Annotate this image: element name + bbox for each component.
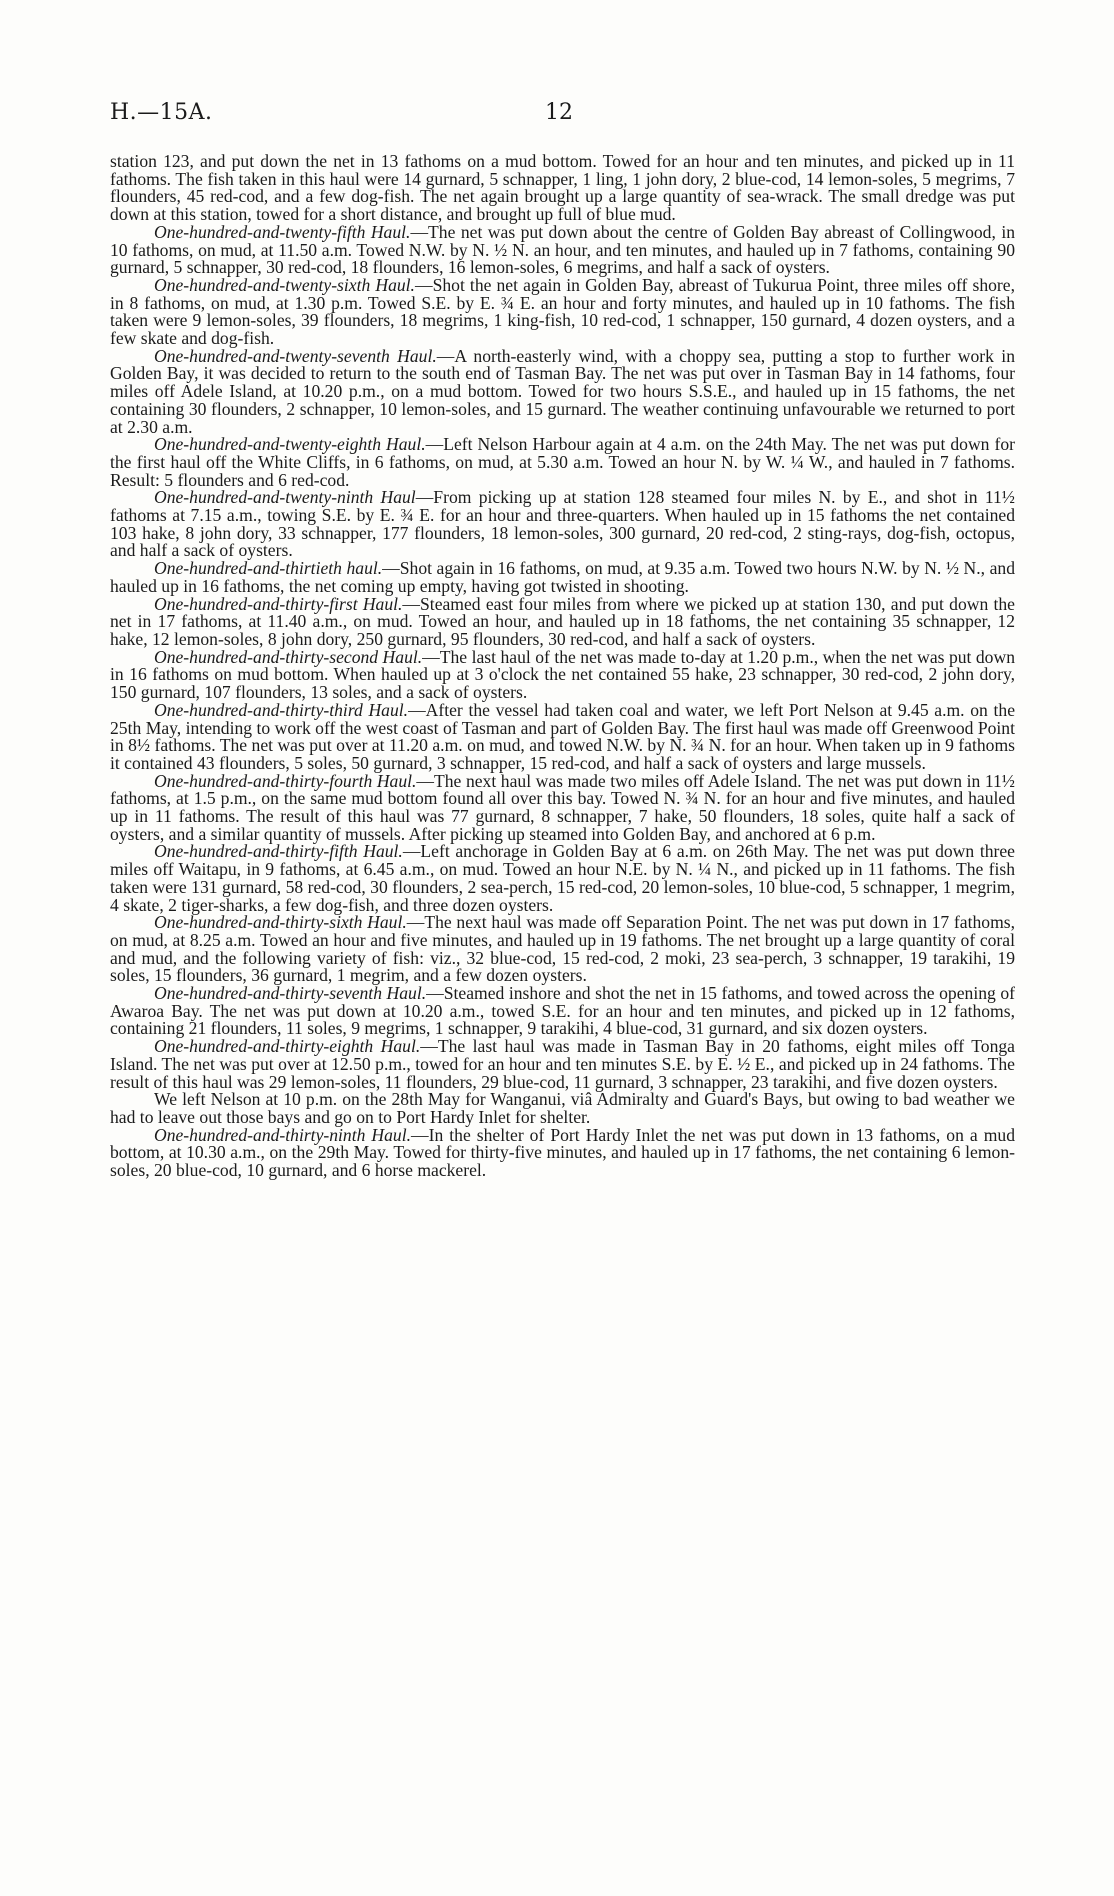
haul-title: One-hundred-and-twenty-sixth Haul. [154,274,415,295]
paragraph-text: station 123, and put down the net in 13 fathoms on a mud bottom. Towed for an hour and ten minutes, and picked up in 11 fathoms. The fish taken in this haul were 14 gurnard, 5 schnapper, 1 ling, 1 john dory, 2 blue-cod, 14 lemon-soles, 5 megrims, 7 flounders, 45 red-cod, and a few dog-fish. The net again brought up a large quantity of sea-wrack. The small dredge was put down at this station, towed for a short distance, and brought up full of blue mud. [110,151,1015,225]
document-code: H.—15A. [110,100,213,125]
paragraph-haul-127 [110,345,1015,437]
paragraph-text: —A north-easterly wind, with a choppy sea, putting a stop to further work in Golden Bay, it was decided to return to the south end of Tasman Bay. The net was put over in Tasman Bay in 14 fathoms, four miles off Adele Island, at 10.20 p.m., on a mud bottom. Towed for two hours S.S.E., and hauled up in 15 fathoms, the net containing 30 flounders, 2 schnapper, 10 lemon-soles, and 15 gurnard. The weather continuing unfavourable we returned to port at 2.30 a.m. [110,345,1015,437]
paragraph-continuation [110,153,1015,224]
body-text [110,153,1015,1180]
paragraph-text: —After the vessel had taken coal and water, we left Port Nelson at 9.45 a.m. on the 25th May, intending to work off the west coast of Tasman and part of Golden Bay. The first haul was made off Greenwood Point in 8½ fathoms. The net was put over at 11.20 a.m. on mud, and towed N.W. by N. ¾ N. for an hour. When taken up in 9 fathoms it contained 43 flounders, 5 soles, 50 gurnard, 3 schnapper, 15 red-cod, and half a sack of oysters and large mussels. [110,699,1016,773]
paragraph-haul-139 [110,1124,1015,1181]
paragraph-text: —The next haul was made off Separation Point. The net was put down in 17 fathoms, on mud, at 8.25 a.m. Towed an hour and five minutes, and hauled up in 19 fathoms. The net brought up a large quantity of coral and mud, and the following variety of fish: viz., 32 blue-cod, 15 red-cod, 2 moki, 23 sea-perch, 3 schnapper, 19 tarakihi, 19 soles, 15 flounders, 36 gurnard, 1 megrim, and a few dozen oysters. [110,912,1015,986]
haul-title: One-hundred-and-thirty-fifth Haul. [154,841,403,862]
paragraph-haul-132 [110,646,1015,703]
haul-title: One-hundred-and-thirty-seventh Haul. [154,983,427,1004]
haul-title: One-hundred-and-thirty-ninth Haul. [154,1124,412,1145]
paragraph-haul-125 [110,221,1015,278]
paragraph-haul-129 [110,489,1015,560]
paragraph-text: —The net was put down about the centre of Golden Bay abreast of Collingwood, in 10 fathoms, on mud, at 11.50 a.m. Towed N.W. by N. ½ N. an hour, and ten minutes, and hauled up in 7 fathoms, containing 90 gurnard, 5 schnapper, 30 red-cod, 18 flounders, 16 lemon-soles, 6 megrims, and half a sack of oysters. [110,221,1015,278]
haul-title: One-hundred-and-twenty-seventh Haul. [154,345,437,366]
paragraph-text: —In the shelter of Port Hardy Inlet the net was put down in 13 fathoms, on a mud bottom, at 10.30 a.m., on the 29th May. Towed for thirty-five minutes, and hauled up in 17 fathoms, the net containing 6 lemon-soles, 20 blue-cod, 10 gurnard, and 6 horse mackerel. [110,1124,1015,1181]
paragraph-haul-137 [110,985,1015,1038]
haul-title: One-hundred-and-thirty-second Haul. [154,646,423,667]
haul-title: One-hundred-and-twenty-ninth Haul [154,487,416,508]
paragraph-text: —The last haul of the net was made to-day at 1.20 p.m., when the net was put down in 16 fathoms on mud bottom. When hauled up at 3 o'clock the net contained 55 hake, 23 schnapper, 30 red-cod, 2 john dory, 150 gurnard, 107 flounders, 13 soles, and a sack of oysters. [110,646,1015,703]
paragraph-text: —Left Nelson Harbour again at 4 a.m. on the 24th May. The net was put down for the first haul off the White Cliffs, in 6 fathoms, on mud, at 5.30 a.m. Towed an hour N. by W. ¼ W., and hauled in 7 fathoms. Result: 5 flounders and 6 red-cod. [110,434,1015,490]
paragraph-text: We left Nelson at 10 p.m. on the 28th May for Wanganui, viâ Admiralty and Guard's Bays, but owing to bad weather we had to leave out those bays and go on to Port Hardy Inlet for shelter. [110,1089,1015,1127]
haul-title: One-hundred-and-thirtieth haul. [154,558,383,579]
paragraph-haul-131 [110,593,1015,649]
paragraph-haul-136 [110,914,1015,985]
paragraph-haul-133 [110,699,1016,773]
paragraph-haul-134 [110,770,1015,844]
haul-title: One-hundred-and-twenty-eighth Haul. [154,434,426,455]
paragraph-text: —From picking up at station 128 steamed four miles N. by E., and shot in 11½ fathoms at 7.15 a.m., towing S.E. by E. ¾ E. for an hour and three-quarters. When hauled up in 15 fathoms the net contained 103 hake, 8 john dory, 33 schnapper, 177 flounders, 18 lemon-soles, 300 gurnard, 20 red-cod, 2 sting-rays, dog-fish, octopus, and half a sack of oysters. [110,487,1015,561]
haul-title: One-hundred-and-twenty-fifth Haul. [154,221,411,242]
paragraph-text: —Left anchorage in Golden Bay at 6 a.m. on 26th May. The net was put down three miles off Waitapu, in 9 fathoms, at 6.45 a.m., on mud. Towed an hour N.E. by N. ¼ N., and picked up in 11 fathoms. The fish taken were 131 gurnard, 58 red-cod, 30 flounders, 2 sea-perch, 15 red-cod, 20 lemon-soles, 10 blue-cod, 5 schnapper, 1 megrim, 4 skate, 2 tiger-sharks, a few dog-fish, and three dozen oysters. [110,841,1015,915]
paragraph-haul-128 [110,436,1015,489]
paragraph-text: —Steamed east four miles from where we picked up at station 130, and put down the net in 17 fathoms, at 11.40 a.m., on mud. Towed an hour, and hauled up in 18 fathoms, the net containing 35 schnapper, 12 hake, 12 lemon-soles, 8 john dory, 250 gurnard, 95 flounders, 30 red-cod, and half a sack of oysters. [110,593,1015,649]
paragraph-text: —The last haul was made in Tasman Bay in 20 fathoms, eight miles off Tonga Island. The net was put over at 12.50 p.m., towed for an hour and ten minutes S.E. by E. ½ E., and picked up in 24 fathoms. The result of this haul was 29 lemon-soles, 11 flounders, 29 blue-cod, 11 gurnard, 3 schnapper, 23 tarakihi, and five dozen oysters. [110,1036,1015,1092]
paragraph-text: —Steamed inshore and shot the net in 15 fathoms, and towed across the opening of Awaroa Bay. The net was put down at 10.20 a.m., towed S.E. for an hour and ten minutes, and picked up in 12 fathoms, containing 21 flounders, 11 soles, 9 megrims, 1 schnapper, 9 tarakihi, 4 blue-cod, 31 gurnard, and six dozen oysters. [110,983,1016,1039]
page-header [110,100,1010,130]
haul-title: One-hundred-and-thirty-sixth Haul. [154,912,407,933]
paragraph-text: —Shot the net again in Golden Bay, abreast of Tukurua Point, three miles off shore, in 8 fathoms, on mud, at 1.30 p.m. Towed S.E. by E. ¾ E. an hour and forty minutes, and hauled up in 10 fathoms. The fish taken were 9 lemon-soles, 39 flounders, 18 megrims, 1 king-fish, 10 red-cod, 1 schnapper, 150 gurnard, 4 dozen oysters, and a few skate and dog-fish. [110,274,1015,349]
paragraph-departure [110,1091,1015,1126]
haul-title: One-hundred-and-thirty-fourth Haul. [154,770,417,791]
paragraph-haul-135 [110,843,1015,914]
paragraph-haul-130 [110,560,1015,595]
paragraph-haul-138 [110,1038,1015,1091]
page-number: 12 [545,100,573,125]
haul-title: One-hundred-and-thirty-eighth Haul. [154,1036,421,1057]
paragraph-haul-126 [110,274,1015,349]
paragraph-text: —The next haul was made two miles off Adele Island. The net was put down in 11½ fathoms, at 1.5 p.m., on the same mud bottom found all over this bay. Towed N. ¾ N. for an hour and five minutes, and hauled up in 11 fathoms. The result of this haul was 77 gurnard, 8 schnapper, 7 hake, 50 flounders, 18 soles, quite half a sack of oysters, and a similar quantity of mussels. After picking up steamed into Golden Bay, and anchored at 6 p.m. [110,770,1015,844]
paragraph-text: —Shot again in 16 fathoms, on mud, at 9.35 a.m. Towed two hours N.W. by N. ½ N., and hauled up in 16 fathoms, the net coming up empty, having got twisted in shooting. [110,558,1015,596]
haul-title: One-hundred-and-thirty-first Haul. [154,593,403,614]
haul-title: One-hundred-and-thirty-third Haul. [154,699,409,720]
